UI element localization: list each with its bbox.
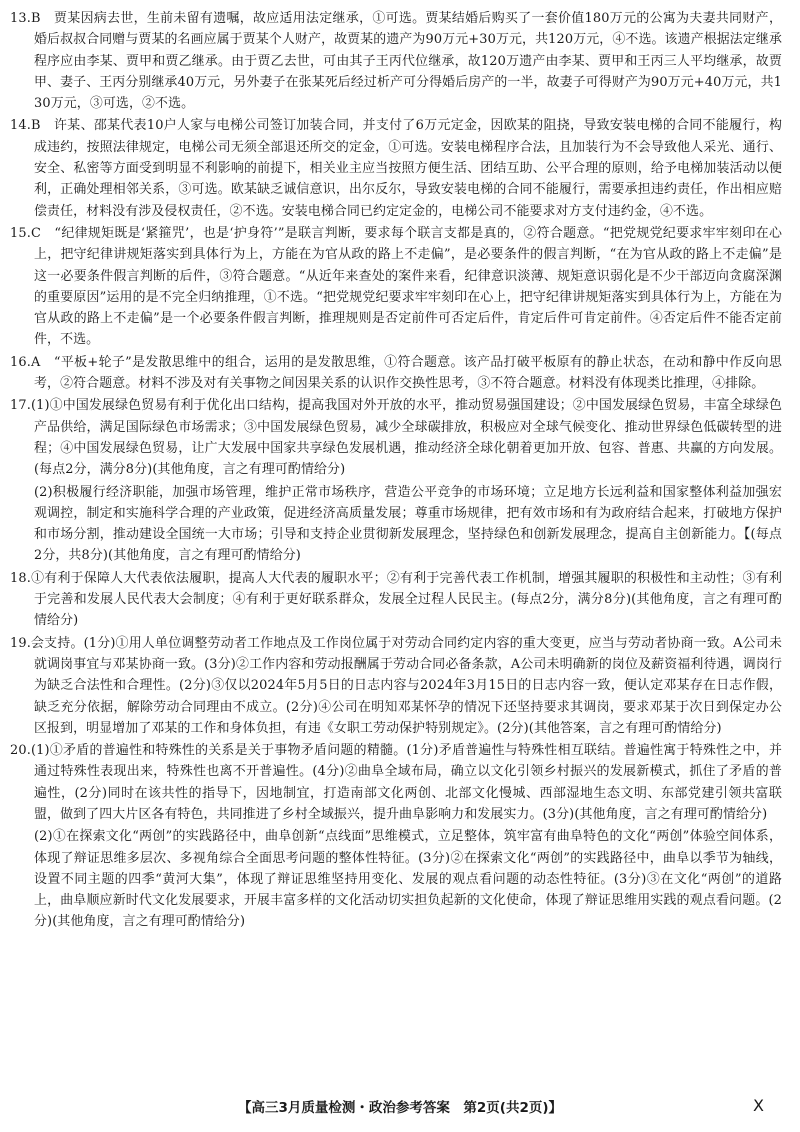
answer-14: 14.B 许某、邵某代表10户人家与电梯公司签订加装合同，并支付了6万元定金，因欧某的阻挠，导致安装电梯的合同不能履行，构成违约，按照法律规定，电梯公司无须全部退还所交的定金，①可选。安装电梯程序合法，且加装行为不会导致他人采光、通行、安全、私密等方面受到明显不利影响的前提下，相关业主应当按照方便生活、团结互助、公平合理的原则，给予电梯加装活动以便利，正确处理相邻关系，③可选。欧某缺乏诚信意识，出尔反尔，导致安装电梯的合同不能履行，需要承担违约责任，作出相应赔偿责任，材料没有涉及侵权责任，②不选。安装电梯合同已约定定金的，电梯公司不能要求对方支付违约金，④不选。: [10, 118, 782, 219]
answer-15: 15.C “纪律规矩既是‘紧箍咒’，也是‘护身符’”是联言判断，要求每个联言支都是真的，②符合题意。“把党规党纪要求牢牢刻印在心上，把守纪律讲规矩落实到具体行为上，方能在为官从政的路上不走偏”，是必要条件的假言判断，“在为官从政的路上不走偏”是这一必要条件假言判断的后件，③符合题意。“从近年来查处的案件来看，纪律意识淡薄、规矩意识弱化是不少干部迈向贪腐深渊的重要原因”运用的是不完全归纳推理，①不选。“把党规党纪要求牢牢刻印在心上，把守纪律讲规矩落实到具体行为上，方能在为官从政的路上不走偏”是一个必要条件假言判断，推理规则是否定前件可否定后件，肯定后件可肯定前件。④否定后件不能否定前件，不选。: [10, 225, 782, 348]
answer-19: 19.会支持。(1分)①用人单位调整劳动者工作地点及工作岗位属于对劳动合同约定内容的重大变更，应当与劳动者协商一致。A公司未就调岗事宜与邓某协商一致。(3分)②工作内容和劳动报酬属于劳动合同必备条款，A公司未明确新的岗位及薪资福利待遇，调岗行为缺乏合法性和合理性。(2分)③仅以2024年5月5日的日志内容与2024年3月15日的日志内容一致，便认定邓某存在日志作假，缺乏充分依据，解除劳动合同理由不成立。(2分)④公司在明知邓某怀孕的情况下还坚持要求其调岗，要求邓某于次日到保定办公区报到，明显增加了邓某的工作和身体负担，有违《女职工劳动保护特别规定》。(2分)(其他答案，言之有理可酌情给分): [10, 635, 782, 736]
answer-20-part2: (2)①在探索文化“两创”的实践路径中，曲阜创新“点线面”思维模式，立足整体，筑牢富有曲阜特色的文化“两创”体验空间体系，体现了辩证思维多层次、多视角综合全面思考问题的整体性特征。(3分)②在探索文化“两创”的实践路径中，曲阜以季节为轴线，设置不同主题的四季“黄河大集”，体现了辩证思维坚持用变化、发展的观点看问题的动态性特征。(3分)③在文化“两创”的道路上，曲阜顺应新时代文化发展要求，开展丰富多样的文化活动切实担负起新的文化使命，体现了辩证思维用实践的观点看问题。(2分)(其他角度，言之有理可酌情给分): [34, 829, 782, 930]
answer-16: 16.A “平板+轮子”是发散思维中的组合，运用的是发散思维，①符合题意。该产品打破平板原有的静止状态，在动和静中作反向思考，②符合题意。材料不涉及对有关事物之间因果关系的认识作交换性思考，③不符合题意。材料没有体现类比推理，④排除。: [10, 354, 782, 392]
answer-13: 13.B 贾某因病去世，生前未留有遗嘱，故应适用法定继承，①可选。贾某结婚后购买了一套价值180万元的公寓为夫妻共同财产，婚后叔叔合同赠与贾某的名画应属于贾某个人财产，故贾某的遗产为90万元+30万元，共120万元，④不选。该遗产根据法定继承程序应由李某、贾甲和贾乙继承。由于贾乙去世，可由其子王丙代位继承，故120万遗产由李某、贾甲和王丙三人平均继承，故贾甲、妻子、王丙分别继承40万元，另外妻子在张某死后经过析产可分得婚后房产的一半，故妻子可得财产为90万元+40万元，共130万元，③可选，②不选。: [10, 11, 782, 112]
answer-17-part2: (2)积极履行经济职能，加强市场管理，维护正常市场秩序，营造公平竞争的市场环境；立足地方长远利益和国家整体利益加强宏观调控，制定和实施科学合理的产业政策，促进经济高质量发展；尊重市场规律，把有效市场和有为政府结合起来，打破地方保护和市场分割，推动建设全国统一大市场；引导和支持企业贯彻新发展理念，坚持绿色和创新发展理念，提高自主创新能力。【(每点2分，共8分)(其他角度，言之有理可酌情给分): [34, 484, 782, 564]
answer-17-part1: 17.(1)①中国发展绿色贸易有利于优化出口结构，提高我国对外开放的水平，推动贸易强国建设；②中国发展绿色贸易，丰富全球绿色产品供给，满足国际绿色市场需求；③中国发展绿色贸易，减少全球碳排放，积极应对全球气候变化、推动世界绿色低碳转型的进程；④中国发展绿色贸易，让广大发展中国家共享绿色发展机遇，推动经济全球化朝着更加开放、包容、普惠、共赢的方向发展。(每点2分，满分8分)(其他角度，言之有理可酌情给分): [10, 398, 782, 478]
page-footer: 【高三3月质量检测・政治参考答案 第2页(共2页)】: [237, 1100, 563, 1116]
answer-20-part1: 20.(1)①矛盾的普遍性和特殊性的关系是关于事物矛盾问题的精髓。(1分)矛盾普遍性与特殊性相互联结。普遍性寓于特殊性之中，并通过特殊性表现出来，特殊性也离不开普遍性。(4分)②曲阜全域布局，确立以文化引领乡村振兴的发展新模式，抓住了矛盾的普遍性，(2分)同时在该共性的指导下，因地制宜，打造南部文化两创、北部文化慢城、西部湿地生态文明、东部党建引领共富联盟，做到了四大片区各有特色，共同推进了乡村全域振兴，提升曲阜影响力和发展实力。(3分)(其他角度，言之有理可酌情给分): [10, 743, 782, 822]
answer-18: 18.①有利于保障人大代表依法履职，提高人大代表的履职水平；②有利于完善代表工作机制，增强其履职的积极性和主动性；③有利于完善和发展人民代表大会制度；④有利于更好联系群众，发展全过程人民民主。(每点2分，满分8分)(其他角度，言之有理可酌情给分): [10, 570, 782, 629]
answer-content: [10, 8, 782, 934]
version-mark: X: [753, 1096, 764, 1115]
